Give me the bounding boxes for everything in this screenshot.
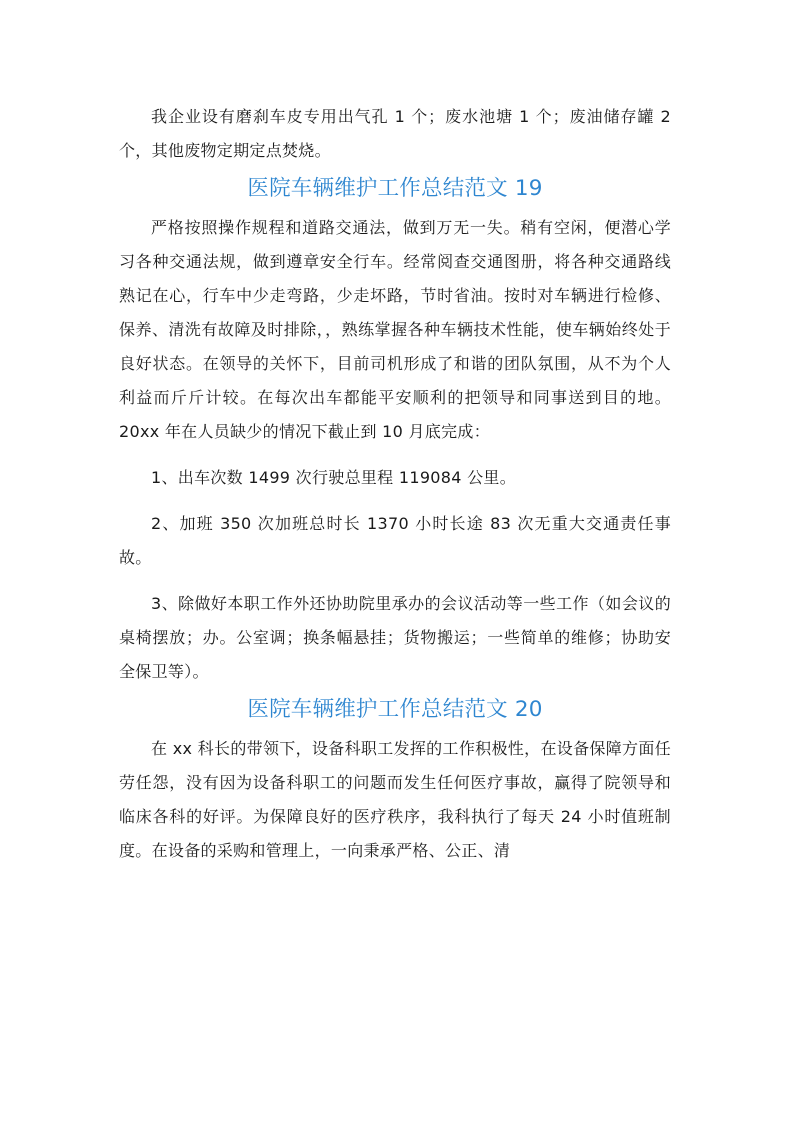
document-page xyxy=(119,100,671,868)
intro-paragraph: 我企业设有磨刹车皮专用出气孔 1 个；废水池塘 1 个；废油储存罐 2 个，其他废物定期定点焚烧。 xyxy=(119,107,671,160)
section-19-item-2: 2、加班 350 次加班总时长 1370 小时长途 83 次无重大交通责任事故。 xyxy=(119,514,671,567)
section-heading-20: 医院车辆维护工作总结范文 20 xyxy=(247,697,543,722)
section-19-paragraph: 严格按照操作规程和道路交通法，做到万无一失。稍有空闲，便潜心学习各种交通法规，做到遵章安全行车。经常阅查交通图册，将各种交通路线熟记在心，行车中少走弯路，少走坏路，节时省油。按时对车辆进行检修、保养、清洗有故障及时排除，，熟练掌握各种车辆技术性能，使车辆始终处于良好状态。在领导的关怀下，目前司机形成了和谐的团队氛围，从不为个人利益而斤斤计较。在每次出车都能平安顺利的把领导和同事送到目的地。 20xx 年在人员缺少的情况下截止到 10 月底完成： xyxy=(119,218,671,441)
section-19-item-3: 3、除做好本职工作外还协助院里承办的会议活动等一些工作（如会议的桌椅摆放；办。公室调；换条幅悬挂；货物搬运；一些简单的维修；协助安全保卫等）。 xyxy=(119,594,671,681)
section-heading-19: 医院车辆维护工作总结范文 19 xyxy=(247,176,543,201)
section-19-item-1: 1、出车次数 1499 次行驶总里程 119084 公里。 xyxy=(151,468,517,487)
section-20-paragraph: 在 xx 科长的带领下，设备科职工发挥的工作积极性，在设备保障方面任劳任怨，没有因为设备科职工的问题而发生任何医疗事故，赢得了院领导和临床各科的好评。为保障良好的医疗秩序，我科执行了每天 24 小时值班制度。在设备的采购和管理上，一向秉承严格、公正、清 xyxy=(119,739,671,860)
